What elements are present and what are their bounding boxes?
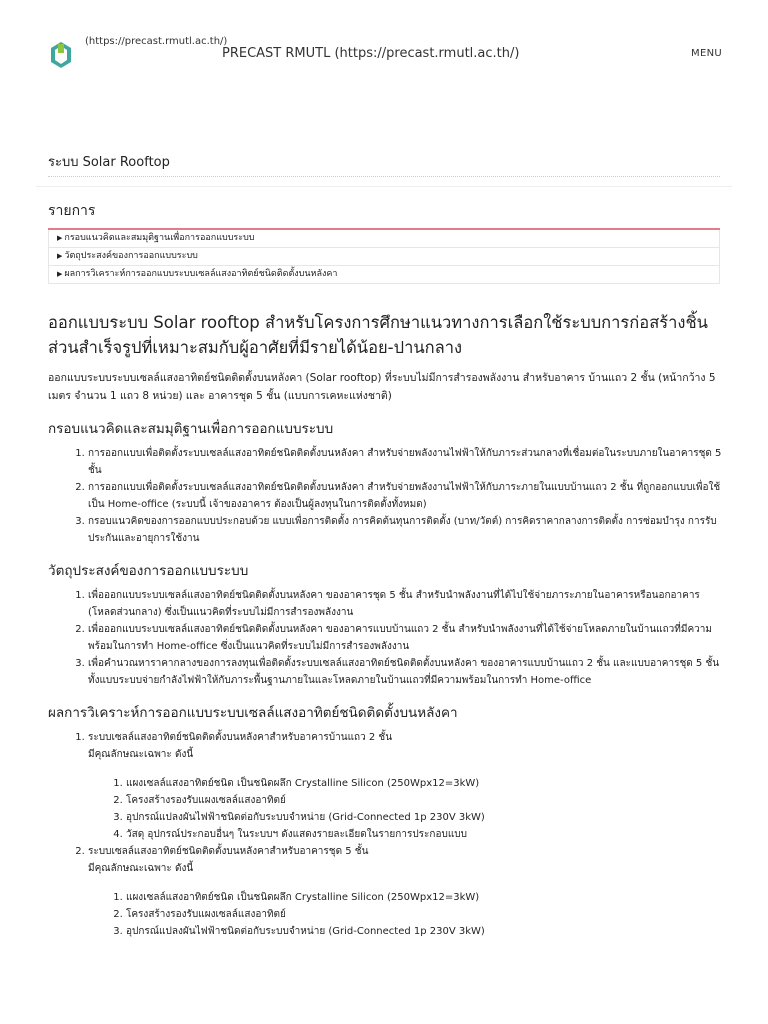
list-item: 3. กรอบแนวคิดของการออกแบบประกอบด้วย แบบเพื่อการติดตั้ง การคิดต้นทุนการติดตั้ง (บาท/วัตต์) การคิดราคากลางการติดตั้ง การซ่อมบำรุง การรับประกันและอายุการใช้งาน xyxy=(88,513,722,547)
section-heading-results: ผลการวิเคราะห์การออกแบบระบบเซลล์แสงอาทิตย์ชนิดติดตั้งบนหลังคา xyxy=(48,705,458,721)
list-item: 1. การออกแบบเพื่อติดตั้งระบบเซลล์แสงอาทิตย์ชนิดติดตั้งบนหลังคา สำหรับจ่ายพลังงานไฟฟ้าให้กับภาระส่วนกลางที่เชื่อมต่อในระบบภายในอาคารชุด 5 ชั้น xyxy=(88,445,722,479)
list-item: 2. เพื่อออกแบบระบบเซลล์แสงอาทิตย์ชนิดติดตั้งบนหลังคา ของอาคารแบบบ้านแถว 2 ชั้น สำหรับนำพลังงานที่ได้ใช้จ่ายโหลดภายในบ้านแถวที่มีความพร้อมในการทำ Home-office ซึ่งเป็นแนวคิดที่ระบบไม่มีการสำรองพลังงาน xyxy=(88,621,722,655)
list-item xyxy=(88,729,722,843)
toc-item-framework[interactable] xyxy=(48,230,720,248)
article-content xyxy=(48,310,722,940)
toc-item-label: วัตถุประสงค์ของการออกแบบระบบ xyxy=(64,251,198,261)
spec-label: มีคุณลักษณะเฉพาะ ดังนี้ xyxy=(88,863,194,874)
toc-item-label: กรอบแนวคิดและสมมุติฐานเพื่อการออกแบบระบบ xyxy=(64,233,255,243)
list-item: 1. แผงเซลล์แสงอาทิตย์ชนิด เป็นชนิดผลึก Crystalline Silicon (250Wpx12=3kW) xyxy=(126,775,722,792)
precast-logo-icon[interactable] xyxy=(50,41,72,69)
page-title: ระบบ Solar Rooftop xyxy=(48,155,170,170)
site-title-link[interactable]: PRECAST RMUTL (https://precast.rmutl.ac.th/) xyxy=(222,46,520,61)
framework-list xyxy=(48,445,722,547)
result-title: ระบบเซลล์แสงอาทิตย์ชนิดติดตั้งบนหลังคาสำหรับอาคารบ้านแถว 2 ชั้น xyxy=(88,732,393,743)
toc-item-results[interactable] xyxy=(48,266,720,284)
spec-label: มีคุณลักษณะเฉพาะ ดังนี้ xyxy=(88,749,194,760)
result-title: ระบบเซลล์แสงอาทิตย์ชนิดติดตั้งบนหลังคาสำหรับอาคารชุด 5 ชั้น xyxy=(88,846,369,857)
list-item xyxy=(88,843,722,940)
site-header xyxy=(0,0,768,100)
list-item: 1. แผงเซลล์แสงอาทิตย์ชนิด เป็นชนิดผลึก Crystalline Silicon (250Wpx12=3kW) xyxy=(126,889,722,906)
table-of-contents xyxy=(48,228,720,284)
list-item: 2. การออกแบบเพื่อติดตั้งระบบเซลล์แสงอาทิตย์ชนิดติดตั้งบนหลังคา สำหรับจ่ายพลังงานไฟฟ้าให้กับภาระภายในแบบบ้านแถว 2 ชั้น ที่ถูกออกแบบเพื่อใช้เป็น Home-office (ระบบนี้ เจ้าของอาคาร ต้องเป็นผู้ลงทุนในการติดตั้งทั้งหมด) xyxy=(88,479,722,513)
article-heading: ออกแบบระบบ Solar rooftop สำหรับโครงการศึกษาแนวทางการเลือกใช้ระบบการก่อสร้างชิ้นส่วนสำเร็จรูปที่เหมาะสมกับผู้อาศัยที่มีรายได้น้อย-ปานกลาง xyxy=(48,313,708,357)
section-heading-framework: กรอบแนวคิดและสมมุติฐานเพื่อการออกแบบระบบ xyxy=(48,421,334,437)
divider xyxy=(36,186,732,187)
objectives-list xyxy=(48,587,722,689)
list-item: 1. เพื่อออกแบบระบบเซลล์แสงอาทิตย์ชนิดติดตั้งบนหลังคา ของอาคารชุด 5 ชั้น สำหรับนำพลังงานที่ได้ไปใช้จ่ายภาระภายในอาคารหรือนอกอาคาร (โหลดส่วนกลาง) ซึ่งเป็นแนวคิดที่ระบบไม่มีการสำรองพลังงาน xyxy=(88,587,722,621)
logo-link-text[interactable]: (https://precast.rmutl.ac.th/) xyxy=(85,36,228,47)
toc-item-objectives[interactable] xyxy=(48,248,720,266)
spec-list xyxy=(88,775,722,843)
toc-item-label: ผลการวิเคราะห์การออกแบบระบบเซลล์แสงอาทิตย์ชนิดติดตั้งบนหลังคา xyxy=(64,269,338,279)
results-list xyxy=(48,729,722,940)
spec-list xyxy=(88,889,722,940)
triangle-right-icon: ▶ xyxy=(57,234,63,242)
list-item: 4. วัสดุ อุปกรณ์ประกอบอื่นๆ ในระบบฯ ดังแสดงรายละเอียดในรายการประกอบแบบ xyxy=(126,826,722,843)
triangle-right-icon: ▶ xyxy=(57,270,63,278)
menu-button[interactable]: MENU xyxy=(691,48,722,59)
divider xyxy=(48,176,720,177)
section-heading-objectives: วัตถุประสงค์ของการออกแบบระบบ xyxy=(48,563,249,579)
list-item: 3. อุปกรณ์แปลงผันไฟฟ้าชนิดต่อกับระบบจำหน่าย (Grid-Connected 1p 230V 3kW) xyxy=(126,923,722,940)
list-item: 3. อุปกรณ์แปลงผันไฟฟ้าชนิดต่อกับระบบจำหน่าย (Grid-Connected 1p 230V 3kW) xyxy=(126,809,722,826)
toc-heading: รายการ xyxy=(48,203,96,219)
list-item: 2. โครงสร้างรองรับแผงเซลล์แสงอาทิตย์ xyxy=(126,792,722,809)
list-item: 3. เพื่อคำนวณหาราคากลางของการลงทุนเพื่อติดตั้งระบบเซลล์แสงอาทิตย์ชนิดติดตั้งบนหลังคา ของอาคารแบบบ้านแถว 2 ชั้น และแบบอาคารชุด 5 ชั้น ทั้งแบบระบบจ่ายกำลังไฟฟ้าให้กับภาระพื้นฐานภายในและโหลดภายในบ้านแถวที่มีความพร้อมในการทำ Home-office xyxy=(88,655,722,689)
article-intro: ออกแบบระบบระบบเซลล์แสงอาทิตย์ชนิดติดตั้งบนหลังคา (Solar rooftop) ที่ระบบไม่มีการสำรองพลังงาน สำหรับอาคาร บ้านแถว 2 ชั้น (หน้ากว้าง 5 เมตร จำนวน 1 แถว 8 หน่วย) และ อาคารชุด 5 ชั้น (แบบการเคหะแห่งชาติ) xyxy=(48,372,716,402)
list-item: 2. โครงสร้างรองรับแผงเซลล์แสงอาทิตย์ xyxy=(126,906,722,923)
triangle-right-icon: ▶ xyxy=(57,252,63,260)
